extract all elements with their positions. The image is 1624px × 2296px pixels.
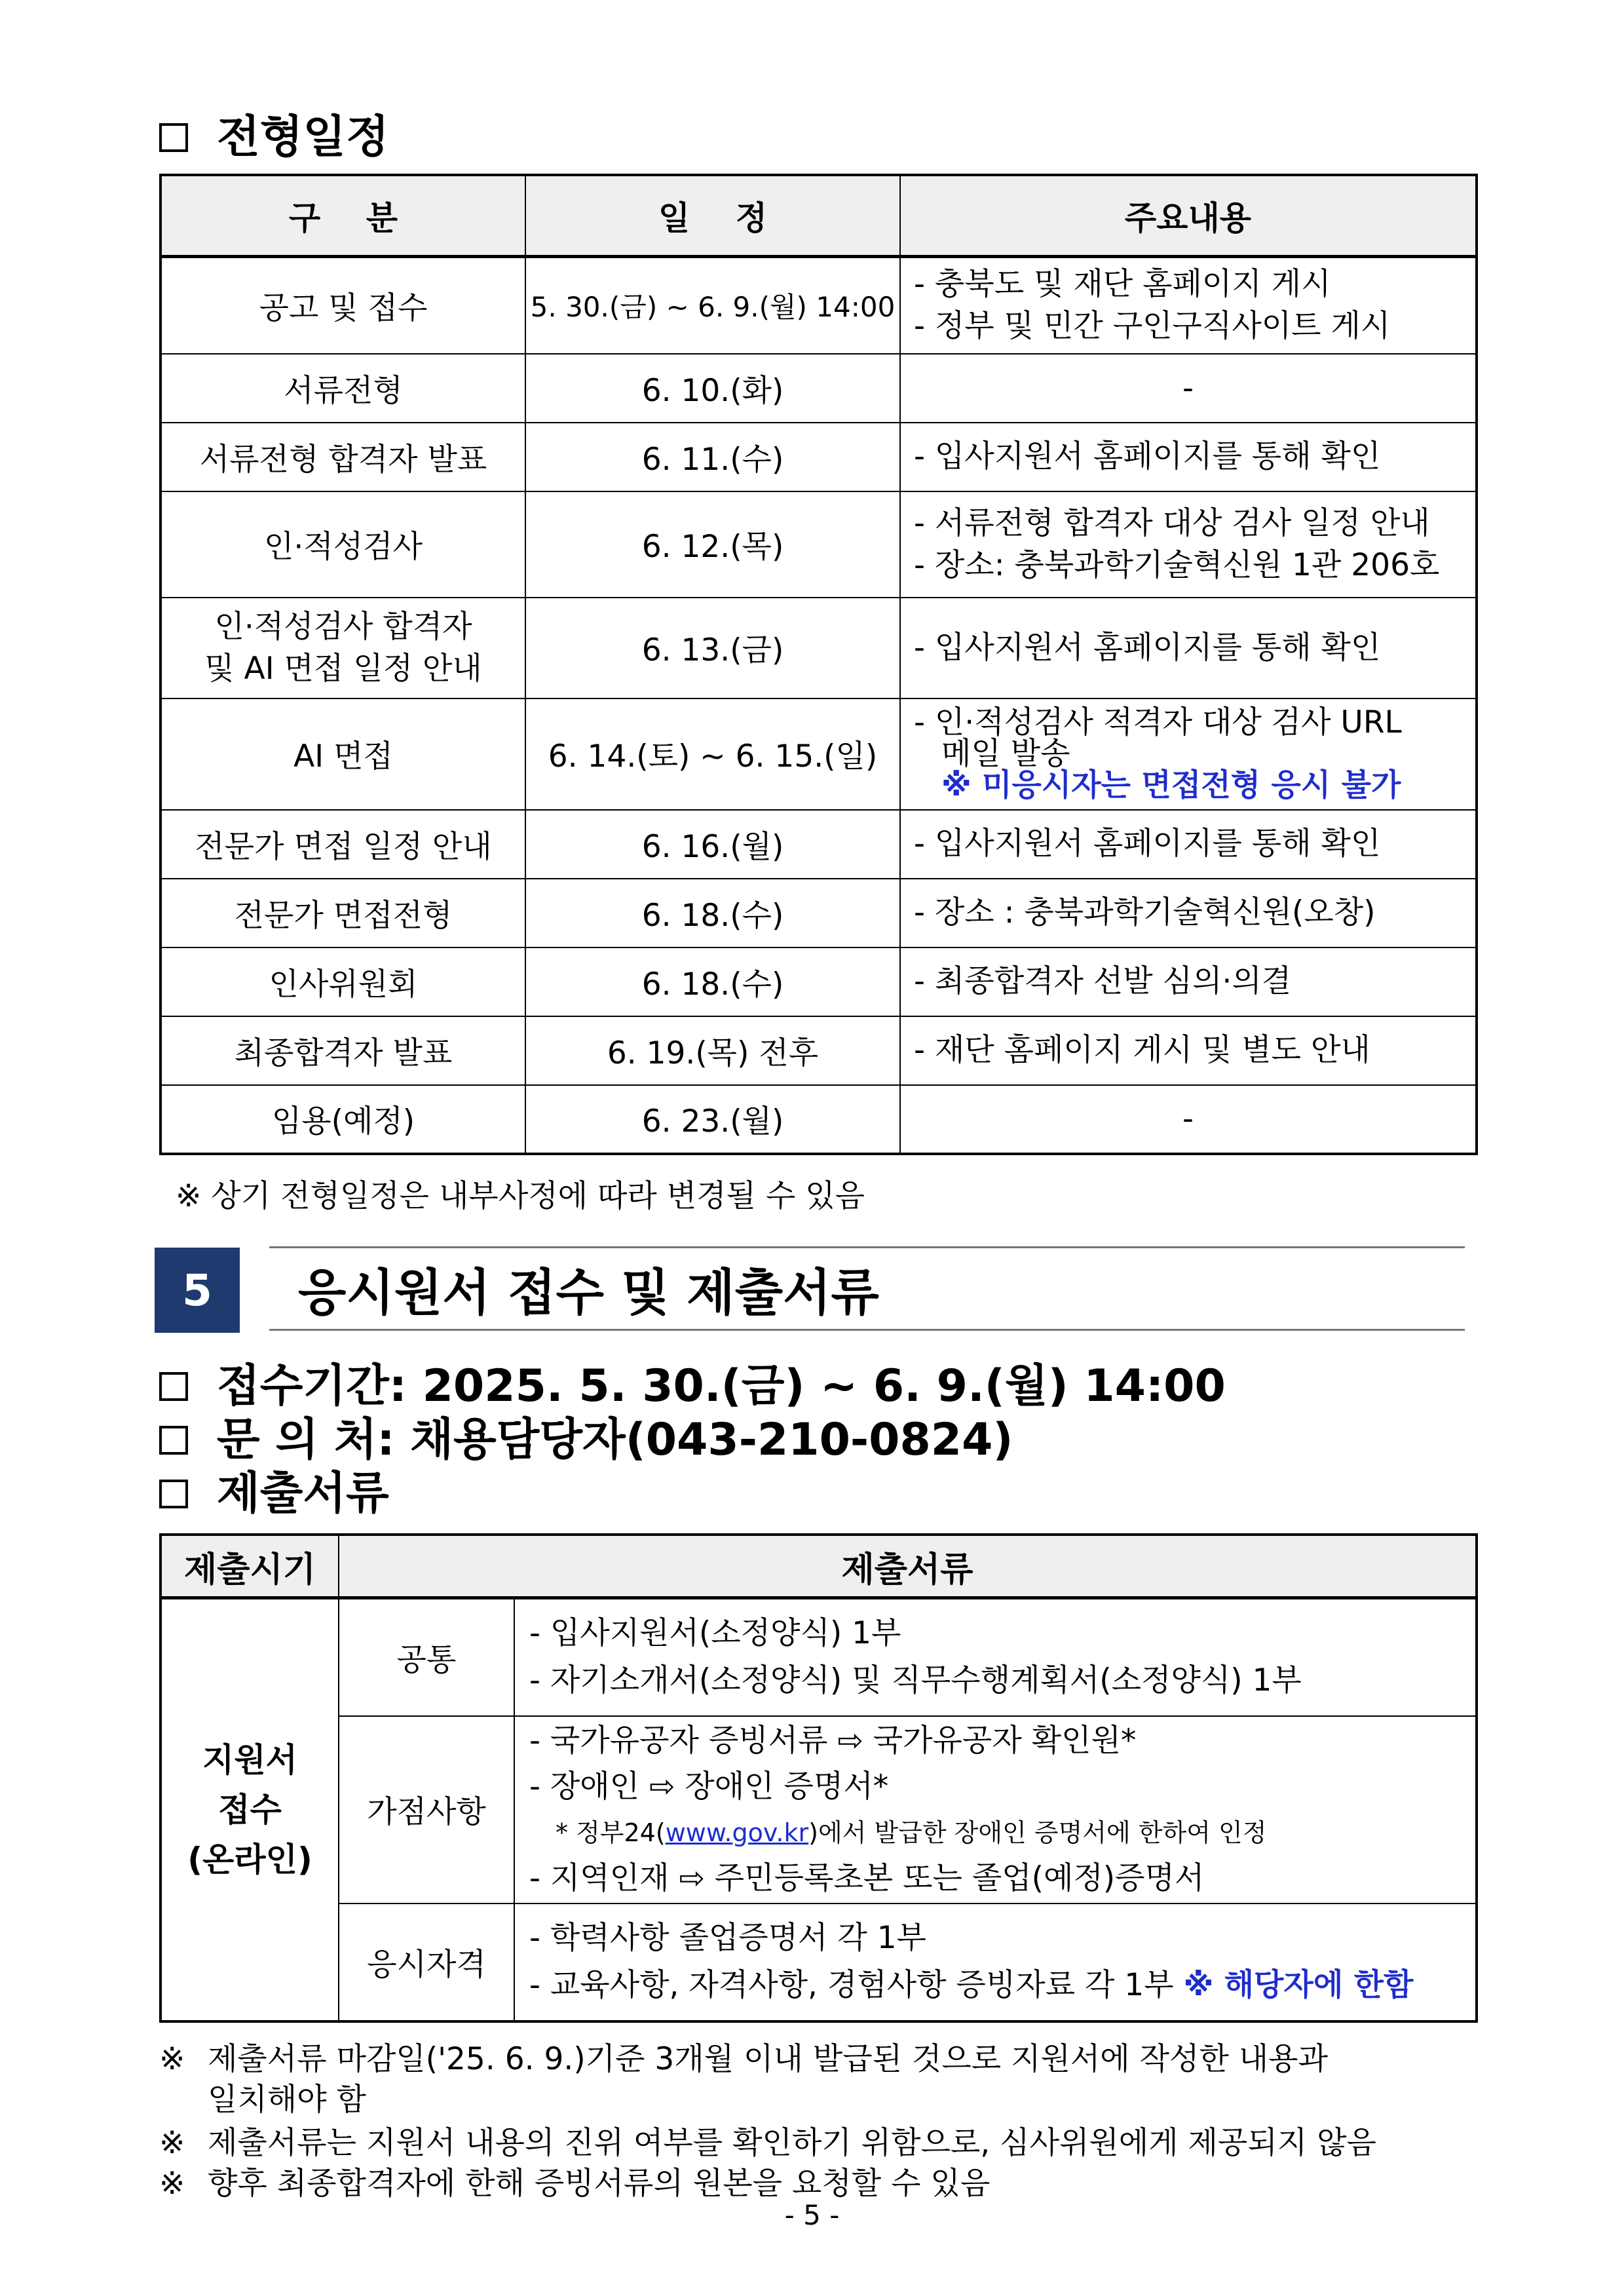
- checkbox-square-icon: [159, 1372, 188, 1401]
- group-label-bonus: 가점사항: [339, 1716, 514, 1904]
- doc-item: [529, 1962, 1475, 2009]
- header-docs: 제출서류: [339, 1535, 1477, 1598]
- content-line: - 입사지원서 홈페이지를 통해 확인: [914, 438, 1381, 474]
- highlight-note: ※ 미응시자는 면접전형 응시 불가: [941, 767, 1401, 803]
- table-row: [161, 257, 1477, 354]
- gov24-link[interactable]: www.gov.kr: [665, 1818, 809, 1847]
- checkbox-square-icon: [159, 1480, 188, 1508]
- note-mark-icon: ※: [159, 2041, 185, 2077]
- section-bottom-rule: [269, 1329, 1465, 1331]
- row-content: [900, 947, 1477, 1016]
- group-items-bonus: [514, 1716, 1477, 1904]
- row-category: 서류전형 합격자 발표: [161, 423, 525, 491]
- row-date: 6. 11.(수): [525, 423, 900, 491]
- category-line: 인·적성검사 합격자: [214, 608, 472, 645]
- bonus-note-suffix: )에서 발급한 장애인 증명서에 한하여 인정: [808, 1818, 1267, 1847]
- row-date: 6. 13.(금): [525, 598, 900, 698]
- row-category: 전문가 면접 일정 안내: [161, 810, 525, 879]
- apply-period-text: 접수기간: 2025. 5. 30.(금) ~ 6. 9.(월) 14:00: [217, 1360, 1226, 1412]
- table-row: [161, 1904, 1477, 2021]
- page-number: - 5 -: [784, 2199, 840, 2231]
- content-line: 메일 발송: [941, 735, 1070, 772]
- bonus-note: [529, 1810, 1475, 1856]
- row-date: 6. 18.(수): [525, 879, 900, 947]
- row-category: 공고 및 접수: [161, 257, 525, 354]
- row-date: 6. 12.(목): [525, 491, 900, 598]
- row-content: [900, 698, 1477, 810]
- footnote-3: [159, 2164, 990, 2204]
- table-row: [161, 810, 1477, 879]
- doc-item-text: - 교육사항, 자격사항, 경험사항 증빙자료 각 1부: [529, 1967, 1174, 2003]
- doc-item: - 지역인재 ⇨ 주민등록초본 또는 졸업(예정)증명서: [529, 1860, 1205, 1896]
- contact-text: 문 의 처: 채용담당자(043-210-0824): [217, 1414, 1013, 1466]
- row-content: [900, 879, 1477, 947]
- apply-period: [159, 1360, 1226, 1412]
- row-date: 6. 23.(월): [525, 1085, 900, 1154]
- row-content: [900, 423, 1477, 491]
- content-line: - 인·적성검사 적격자 대상 검사 URL: [914, 704, 1402, 740]
- docs-table: [159, 1533, 1478, 2023]
- header-period: 제출시기: [161, 1535, 339, 1598]
- table-row: [161, 879, 1477, 947]
- content-line: - 재단 홈페이지 게시 및 별도 안내: [914, 1032, 1370, 1068]
- content-line: - 충북도 및 재단 홈페이지 게시: [914, 266, 1331, 303]
- content-line: - 장소: 충북과학기술혁신원 1관 206호: [914, 546, 1440, 583]
- row-category: 임용(예정): [161, 1085, 525, 1154]
- docs-heading-text: 제출서류: [217, 1468, 389, 1520]
- row-category: AI 면접: [161, 698, 525, 810]
- table-row: [161, 354, 1477, 423]
- period-line: 접수: [218, 1790, 282, 1829]
- row-date: 6. 16.(월): [525, 810, 900, 879]
- footnote-2: [159, 2123, 1376, 2164]
- doc-item: - 입사지원서(소정양식) 1부: [529, 1615, 901, 1652]
- section-title: 응시원서 접수 및 제출서류: [298, 1263, 879, 1322]
- row-date: 6. 19.(목) 전후: [525, 1016, 900, 1085]
- table-row: [161, 698, 1477, 810]
- group-label-qualification: 응시자격: [339, 1904, 514, 2021]
- row-category: [161, 598, 525, 698]
- row-content: [900, 491, 1477, 598]
- schedule-heading-text: 전형일정: [217, 111, 389, 163]
- row-content: -: [900, 354, 1477, 423]
- schedule-note: ※ 상기 전형일정은 내부사정에 따라 변경될 수 있음: [176, 1178, 865, 1214]
- bonus-note-prefix: * 정부24(: [556, 1818, 666, 1847]
- doc-item: - 장애인 ⇨ 장애인 증명서*: [529, 1768, 889, 1805]
- note-mark-icon: ※: [159, 2125, 185, 2161]
- docs-heading: [159, 1468, 389, 1520]
- footnote-text: 제출서류는 지원서 내용의 진위 여부를 확인하기 위함으로, 심사위원에게 제공되지 않음: [208, 2125, 1376, 2161]
- doc-item: - 국가유공자 증빙서류 ⇨ 국가유공자 확인원*: [529, 1722, 1137, 1759]
- footnote-text: 제출서류 마감일('25. 6. 9.)기준 3개월 이내 발급된 것으로 지원서에 작성한 내용과: [208, 2041, 1328, 2077]
- table-row: [161, 491, 1477, 598]
- footnote-1: [159, 2039, 1328, 2120]
- row-content: [900, 810, 1477, 879]
- docs-header-row: [161, 1535, 1477, 1598]
- note-mark-icon: ※: [159, 2166, 185, 2202]
- section-top-rule: [269, 1246, 1465, 1248]
- doc-item: - 자기소개서(소정양식) 및 직무수행계획서(소정양식) 1부: [529, 1662, 1302, 1699]
- footnote-text: 향후 최종합격자에 한해 증빙서류의 원본을 요청할 수 있음: [208, 2166, 991, 2202]
- row-category: 전문가 면접전형: [161, 879, 525, 947]
- group-label-common: 공통: [339, 1598, 514, 1716]
- content-line: - 정부 및 민간 구인구직사이트 게시: [914, 308, 1391, 345]
- content-line: - 장소 : 충북과학기술혁신원(오창): [914, 894, 1376, 930]
- header-content: 주요내용: [900, 175, 1477, 257]
- row-content: [900, 1016, 1477, 1085]
- schedule-heading: [159, 111, 389, 163]
- row-content: -: [900, 1085, 1477, 1154]
- group-items-qualification: [514, 1904, 1477, 2021]
- row-date: 6. 18.(수): [525, 947, 900, 1016]
- header-category: 구 분: [161, 175, 525, 257]
- category-line: 및 AI 면접 일정 안내: [204, 650, 482, 687]
- group-items-common: [514, 1598, 1477, 1716]
- row-category: 서류전형: [161, 354, 525, 423]
- table-row: [161, 1085, 1477, 1154]
- row-date: 6. 14.(토) ~ 6. 15.(일): [525, 698, 900, 810]
- row-category: 인사위원회: [161, 947, 525, 1016]
- content-line: - 입사지원서 홈페이지를 통해 확인: [914, 826, 1381, 862]
- row-category: 인·적성검사: [161, 491, 525, 598]
- table-row: [161, 423, 1477, 491]
- table-row: [161, 598, 1477, 698]
- schedule-table: [159, 174, 1478, 1155]
- doc-item: - 학력사항 졸업증명서 각 1부: [529, 1920, 927, 1956]
- content-line: - 서류전형 합격자 대상 검사 일정 안내: [914, 505, 1430, 541]
- applicable-note: ※ 해당자에 한함: [1183, 1967, 1414, 2003]
- content-line: - 최종합격자 선발 심의·의결: [914, 963, 1292, 999]
- header-date: 일 정: [525, 175, 900, 257]
- table-row: [161, 947, 1477, 1016]
- checkbox-square-icon: [159, 1426, 188, 1455]
- period-line: (온라인): [187, 1840, 312, 1879]
- section-number-badge: 5: [155, 1248, 240, 1333]
- checkbox-square-icon: [159, 123, 188, 152]
- row-content: [900, 257, 1477, 354]
- row-content: [900, 598, 1477, 698]
- table-row: [161, 1716, 1477, 1904]
- row-date: 5. 30.(금) ~ 6. 9.(월) 14:00: [525, 257, 900, 354]
- table-row: [161, 1016, 1477, 1085]
- table-row: [161, 1598, 1477, 1716]
- schedule-header-row: [161, 175, 1477, 257]
- footnote-text: 일치해야 함: [208, 2082, 366, 2118]
- contact: [159, 1414, 1013, 1466]
- period-line: 지원서: [202, 1740, 297, 1779]
- row-date: 6. 10.(화): [525, 354, 900, 423]
- row-category: 최종합격자 발표: [161, 1016, 525, 1085]
- content-line: - 입사지원서 홈페이지를 통해 확인: [914, 629, 1381, 666]
- submit-period: [161, 1598, 339, 2021]
